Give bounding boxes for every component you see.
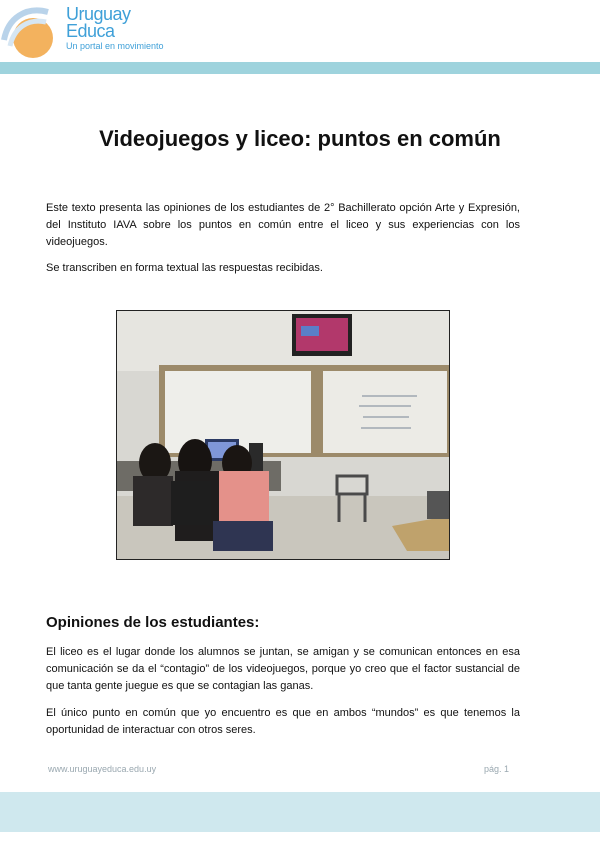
logo-line-2: Educa xyxy=(66,21,115,41)
logo-tagline: Un portal en movimiento xyxy=(66,41,164,51)
logo-line-1: Uruguay xyxy=(66,4,131,24)
intro-paragraph: Este texto presenta las opiniones de los estudiantes de 2° Bachillerato opción Arte y Expresión, del Instituto IAVA sobre los puntos en común entre el liceo y sus experiencias con los videojuegos. xyxy=(46,202,520,248)
footer-url[interactable]: www.uruguayeduca.edu.uy xyxy=(48,764,157,774)
header-band xyxy=(0,62,600,74)
section-title: Opiniones de los estudiantes: xyxy=(46,614,260,631)
page-header xyxy=(0,0,600,62)
footer-band xyxy=(0,792,600,832)
classroom-photo xyxy=(116,310,450,560)
logo-text xyxy=(66,6,164,51)
document-title: Videojuegos y liceo: puntos en común xyxy=(99,126,501,151)
page-number: pág. 1 xyxy=(484,764,510,774)
opinion-paragraph-2: El único punto en común que yo encuentro es que en ambos “mundos” es que tenemos la oportunidad de interactuar con otros seres. xyxy=(46,707,520,736)
uruguay-educa-logo-icon xyxy=(0,0,60,60)
opinion-paragraph-1: El liceo es el lugar donde los alumnos se juntan, se amigan y se comunican entonces en esa comunicación se da el “contagio” de los videojuegos, porque yo creo que el factor sustancial de que tanta gente juegue es que se contagian las ganas. xyxy=(46,646,520,692)
note-paragraph: Se transcriben en forma textual las respuestas recibidas. xyxy=(46,262,323,274)
